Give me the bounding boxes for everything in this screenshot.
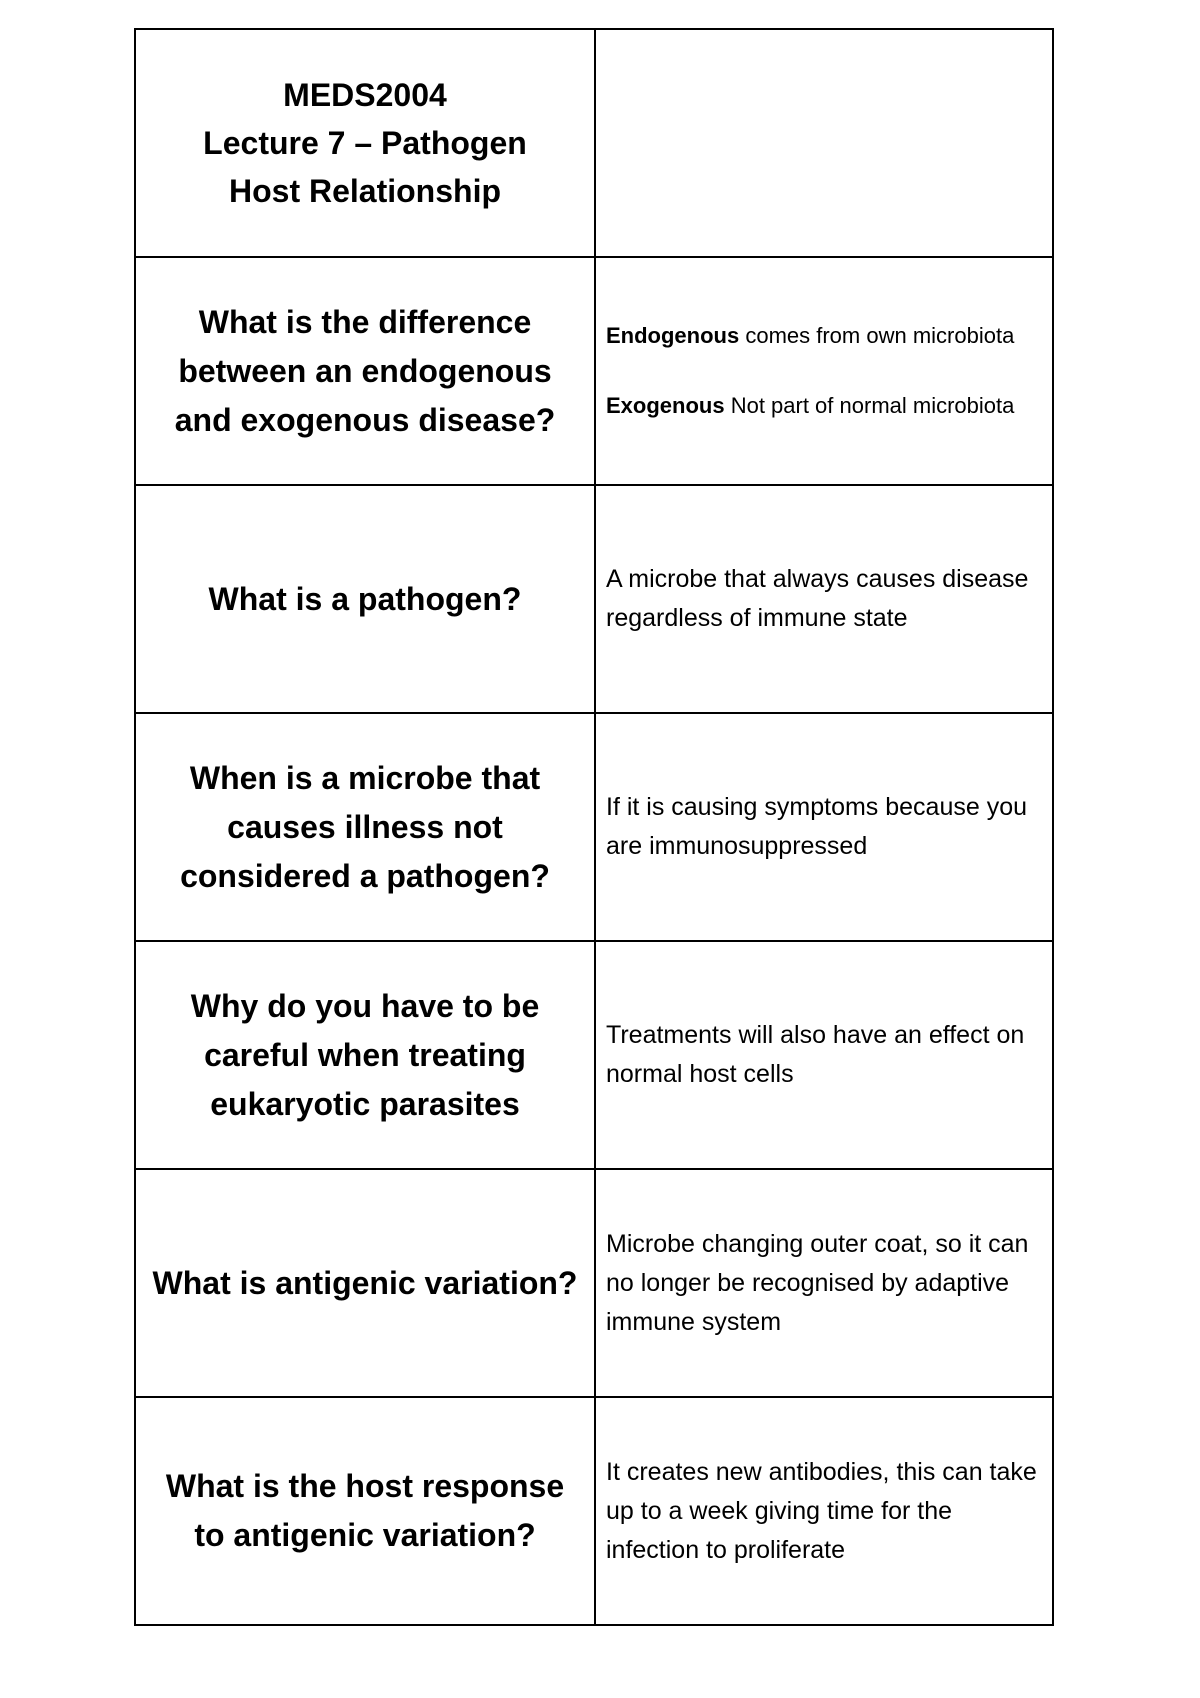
question-cell xyxy=(135,941,595,1169)
question-text: What is the host response to antigenic variation? xyxy=(165,1468,565,1553)
card-row xyxy=(135,485,1053,713)
flashcard-table xyxy=(134,28,1054,1626)
question-cell xyxy=(135,713,595,941)
card-row xyxy=(135,1397,1053,1625)
answer-cell xyxy=(595,257,1053,485)
term-label: Exogenous xyxy=(606,393,725,418)
lecture-title: Lecture 7 – Pathogen xyxy=(203,125,527,161)
question-text: What is antigenic variation? xyxy=(152,1264,578,1301)
card-row xyxy=(135,1169,1053,1397)
answer-text: It creates new antibodies, this can take up to a week giving time for the infection to proliferate xyxy=(606,1457,1037,1564)
term-definition: Not part of normal microbiota xyxy=(724,393,1015,418)
answer-text: If it is causing symptoms because you are immunosuppressed xyxy=(606,793,1028,860)
question-text: What is the difference between an endogenous and exogenous disease? xyxy=(174,303,556,438)
answer-cell xyxy=(595,485,1053,713)
card-row xyxy=(135,257,1053,485)
course-code: MEDS2004 xyxy=(283,77,447,113)
question-cell xyxy=(135,257,595,485)
answer-term-exogenous xyxy=(596,389,1052,423)
answer-term-endogenous xyxy=(596,319,1052,353)
answer-text: Treatments will also have an effect on normal host cells xyxy=(606,1021,1025,1088)
card-row xyxy=(135,941,1053,1169)
question-cell xyxy=(135,485,595,713)
card-row xyxy=(135,713,1053,941)
question-text: When is a microbe that causes illness not considered a pathogen? xyxy=(180,759,550,894)
answer-cell xyxy=(595,941,1053,1169)
answer-cell xyxy=(595,713,1053,941)
title-cell xyxy=(135,29,595,257)
question-cell xyxy=(135,1169,595,1397)
question-cell xyxy=(135,1397,595,1625)
term-definition: comes from own microbiota xyxy=(739,323,1015,348)
answer-cell xyxy=(595,1169,1053,1397)
answer-text: A microbe that always causes disease regardless of immune state xyxy=(606,565,1029,632)
answer-text: Microbe changing outer coat, so it can no longer be recognised by adaptive immune system xyxy=(606,1229,1029,1336)
question-text: What is a pathogen? xyxy=(208,580,522,617)
empty-cell xyxy=(595,29,1053,257)
title-row xyxy=(135,29,1053,257)
lecture-subtitle: Host Relationship xyxy=(228,173,501,209)
term-label: Endogenous xyxy=(606,323,740,348)
question-text: Why do you have to be careful when treating eukaryotic parasites xyxy=(190,987,540,1122)
answer-cell xyxy=(595,1397,1053,1625)
